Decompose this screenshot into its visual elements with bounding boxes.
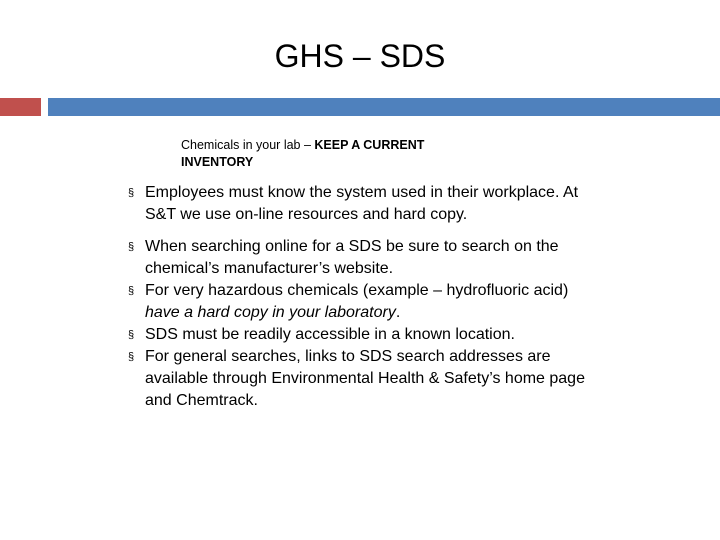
bullet-marker-icon: § (128, 329, 135, 341)
bullet-emphasis: have a hard copy in your laboratory (145, 304, 396, 321)
accent-bar-red (0, 98, 41, 116)
bullet-marker-icon: § (128, 187, 135, 199)
bullet-text: For general searches, links to SDS search addresses are available through Environmental Health & Safety’s home page and Chemtrack. (145, 348, 585, 409)
bullet-text: Employees must know the system used in their workplace. At S&T we use on-line resources and hard copy. (145, 184, 579, 223)
bullet-text: For very hazardous chemicals (example – hydrofluoric acid) (145, 282, 569, 299)
bullet-list (128, 182, 598, 412)
bullet-item (128, 236, 598, 280)
bullet-end: . (395, 304, 401, 321)
subtitle (181, 137, 481, 171)
slide-title: GHS – SDS (274, 38, 446, 74)
bullet-item (128, 324, 598, 346)
bullet-marker-icon: § (128, 285, 135, 297)
accent-bar-blue (48, 98, 720, 116)
subtitle-emphasis: KEEP A CURRENT INVENTORY (181, 138, 425, 169)
bullet-item (128, 182, 598, 226)
bullet-text: When searching online for a SDS be sure to search on the chemical’s manufacturer’s website. (145, 238, 559, 277)
bullet-item (128, 346, 598, 412)
bullet-marker-icon: § (128, 241, 135, 253)
subtitle-text: Chemicals in your lab – (181, 138, 315, 152)
bullet-text: SDS must be readily accessible in a known location. (145, 326, 515, 343)
bullet-item (128, 280, 598, 324)
bullet-marker-icon: § (128, 351, 135, 363)
